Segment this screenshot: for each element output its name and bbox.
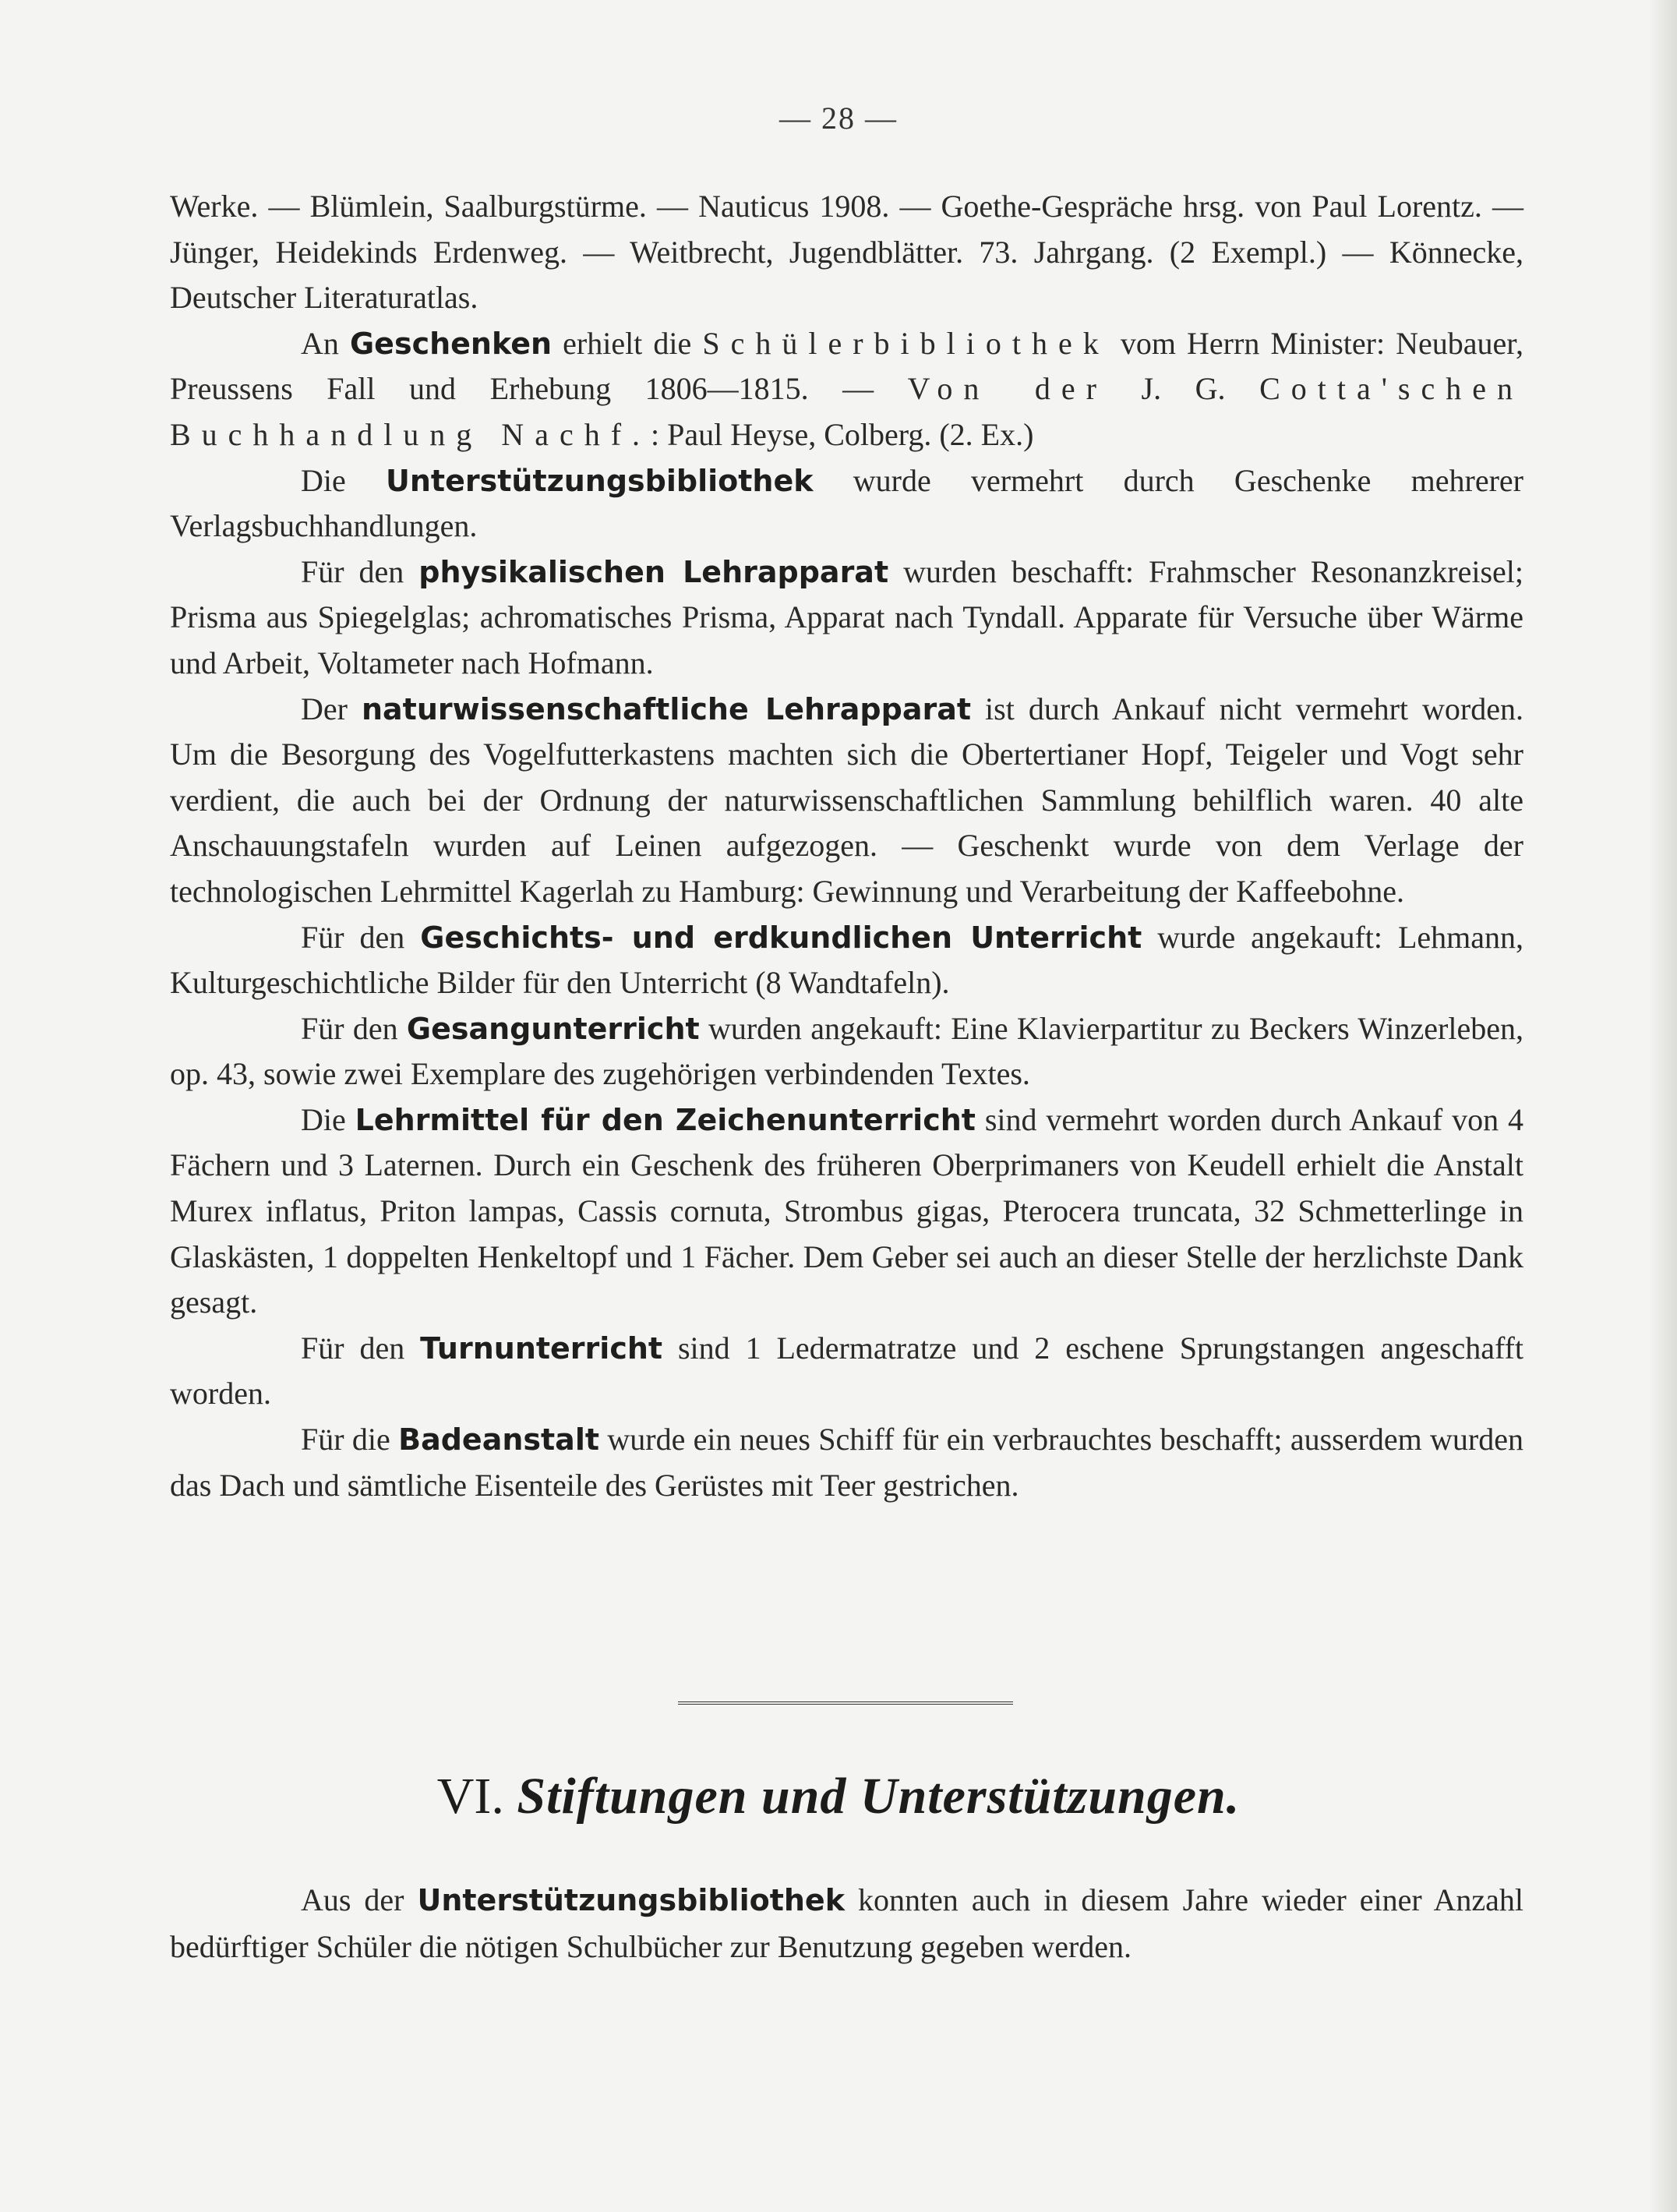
text-run: : Paul Heyse, Colberg. (2. Ex.) [651,416,1034,452]
paragraph-book-list [170,184,1523,321]
text-run: erhielt die [552,325,703,361]
text-run: sind 1 Ledermatratze und 2 eschene Sprungstangen angeschafft worden. [170,1330,1523,1412]
bold-term: Gesangunterricht [406,1011,700,1046]
text-run: Die [301,1101,355,1137]
page-number: — 28 — [779,101,898,136]
text-run: konnten auch in diesem Jahre wieder einer Anzahl bedürftiger Schüler die nötigen Schulbücher zur Benutzung gegeben werden. [170,1882,1523,1964]
text-run: vom Herrn Minister: Neubauer, Preussens Fall und Erhebung 1806—1815. — [170,325,1524,407]
text-run: Für die [301,1422,399,1458]
bold-term: naturwissenschaftliche Lehrapparat [361,691,972,726]
paragraph-drawing [170,1097,1523,1326]
paragraph-gifts [170,321,1523,458]
text-run: sind vermehrt worden durch Ankauf von 4 Fächern und 3 Laternen. Durch ein Geschenk des früheren Oberprimaners von Keudell erhielt die Anstalt Murex inflatus, Priton lampas, Cassis cornuta, Strombus gigas, Pterocera truncata, 32 Schmetterlinge in Glaskästen, 1 doppelten Henkeltopf und 1 Fächer. Dem Geber sei auch an dieser Stelle der herzlichste Dank gesagt. [170,1101,1523,1320]
text-run: wurden angekauft: Eine Klavierpartitur zu Beckers Winzerleben, op. 43, sowie zwei Exemplare des zugehörigen verbindenden Textes. [170,1010,1523,1092]
spaced-term: Schülerbibliothek [702,325,1110,361]
paragraph-singing [170,1006,1523,1097]
spaced-term: Von der [907,371,1108,407]
paragraph-natural-science [170,687,1523,915]
text-run: Der [301,691,362,726]
text-run: J. G. [1107,371,1260,407]
text-run: An [301,325,350,361]
text-run: ist durch Ankauf nicht vermehrt worden. Um die Besorgung des Vogelfutterkastens machten sich die Obertertianer Hopf, Teigeler und Vogt sehr verdient, die auch bei der Ordnung der naturwissenschaftlichen Sammlung behilflich waren. 40 alte Anschauungstafeln wurden auf Leinen aufgezogen. — Geschenkt wurde von dem Verlage der technologischen Lehrmittel Kagerlah zu Hamburg: Gewinnung und Verarbeitung der Kaffeebohne. [170,691,1523,909]
spaced-term: Cotta'schen Buchhandlung Nachf. [170,371,1524,452]
scan-edge-shadow [1649,0,1677,2212]
text-run: Für den [301,553,419,589]
text-run: Aus der [301,1882,418,1917]
text-run: Werke. — Blümlein, Saalburgstürme. — Nauticus 1908. — Goethe-Gespräche hrsg. von Paul Lorentz. — Jünger, Heidekinds Erdenweg. — Weitbrecht, Jugendblätter. 73. Jahrgang. (2 Exempl.) — Könnecke, Deutscher Literaturatlas. [170,189,1523,316]
bold-term: Lehrmittel für den Zeichenunterricht [355,1102,976,1137]
closing-paragraph [170,1877,1523,1970]
text-run: wurden beschafft: Frahmscher Resonanzkreisel; Prisma aus Spiegelglas; achromatisches Prisma, Apparat nach Tyndall. Apparate für Versuche über Wärme und Arbeit, Voltameter nach Hofmann. [170,553,1523,680]
text-run: Für den [301,919,421,955]
paragraph-physics [170,549,1523,687]
bold-term: Turnunterricht [420,1330,663,1366]
bold-term: physikalischen Lehrapparat [418,554,889,589]
paragraph-support-library [170,458,1523,549]
text-run: wurde angekauft: Lehmann, Kulturgeschichtliche Bilder für den Unterricht (8 Wandtafeln). [170,919,1524,1001]
text-run: wurde vermehrt durch Geschenke mehrerer Verlagsbuchhandlungen. [170,462,1523,544]
section-divider [678,1701,1013,1705]
text-run: Für den [301,1010,407,1046]
paragraph-closing [170,1877,1523,1970]
section-title: Stiftungen und Unterstützungen. [517,1768,1241,1825]
body-text [170,184,1523,1508]
section-heading [0,1761,1677,1832]
bold-term: Geschichts- und erdkundlichen Unterricht [420,920,1142,955]
bold-term: Badeanstalt [398,1422,600,1458]
paragraph-bathhouse [170,1417,1523,1508]
bold-term: Unterstützungsbibliothek [386,463,814,498]
paragraph-history-geography [170,915,1523,1006]
bold-term: Unterstützungsbibliothek [417,1883,845,1917]
paragraph-gymnastics [170,1326,1523,1417]
text-run: Für den [301,1330,421,1366]
bold-term: Geschenken [349,326,553,361]
text-run: wurde ein neues Schiff für ein verbrauchtes beschafft; ausserdem wurden das Dach und sämtliche Eisenteile des Gerüstes mit Teer gestrichen. [170,1422,1523,1503]
section-numeral: VI. [436,1768,504,1825]
text-run: Die [301,462,387,498]
